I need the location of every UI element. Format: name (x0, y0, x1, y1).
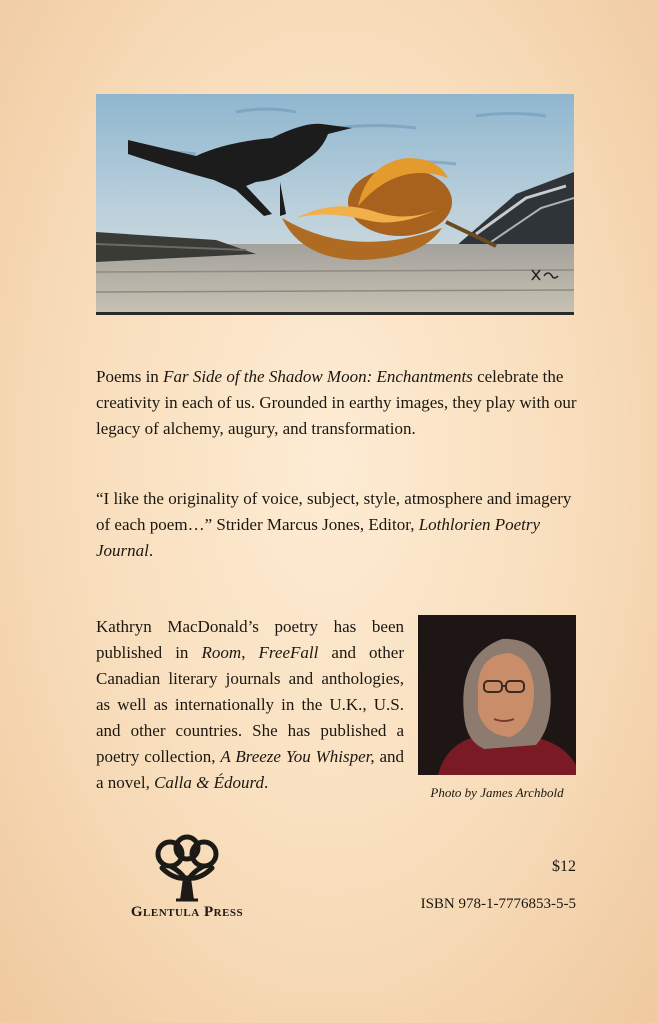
bio-part-2: and other Canadian literary journals and anthologies, as well as internationally in the U.K., U.S. and other countries. She has published a poetry collection, (96, 643, 404, 766)
author-portrait-image (418, 615, 576, 775)
cover-photo-bird (96, 94, 574, 315)
bio-journal-2: FreeFall (258, 643, 319, 662)
bio-separator: , (241, 643, 259, 662)
review-quote (96, 486, 586, 564)
bio-journal-1: Room (201, 643, 242, 662)
bio-end: . (263, 773, 269, 792)
book-title: Far Side of the Shadow Moon: Enchantments (163, 367, 473, 386)
photo-credit: Photo by James Archbold (430, 785, 564, 800)
bio-novel: Calla & Édourd (154, 773, 264, 792)
celtic-tree-icon (148, 834, 226, 904)
isbn: ISBN 978-1-7776853-5-5 (420, 896, 576, 912)
book-blurb (96, 364, 586, 442)
blurb-prefix: Poems in (96, 367, 164, 386)
blurb-rest: celebrate the creativity in each of us. Grounded in earthy images, they play with our legacy of alchemy, augury, and transformation. (96, 367, 577, 438)
author-bio (96, 614, 404, 796)
publisher-name: Glentula Press (130, 904, 244, 920)
bio-part-3: and a novel, (96, 747, 405, 792)
quote-end: . (148, 541, 154, 560)
bio-part-1: Kathryn MacDonald’s poetry has been published in (96, 617, 404, 662)
author-photo (418, 615, 576, 775)
bird-on-gourd-image (96, 94, 574, 312)
quote-text: “I like the originality of voice, subject, style, atmosphere and imagery of each poem…” Strider Marcus Jones, Editor, (96, 489, 572, 534)
price: $12 (552, 858, 576, 875)
quote-journal: Lothlorien Poetry Journal (96, 515, 541, 560)
bio-collection: A Breeze You Whisper, (220, 747, 375, 766)
